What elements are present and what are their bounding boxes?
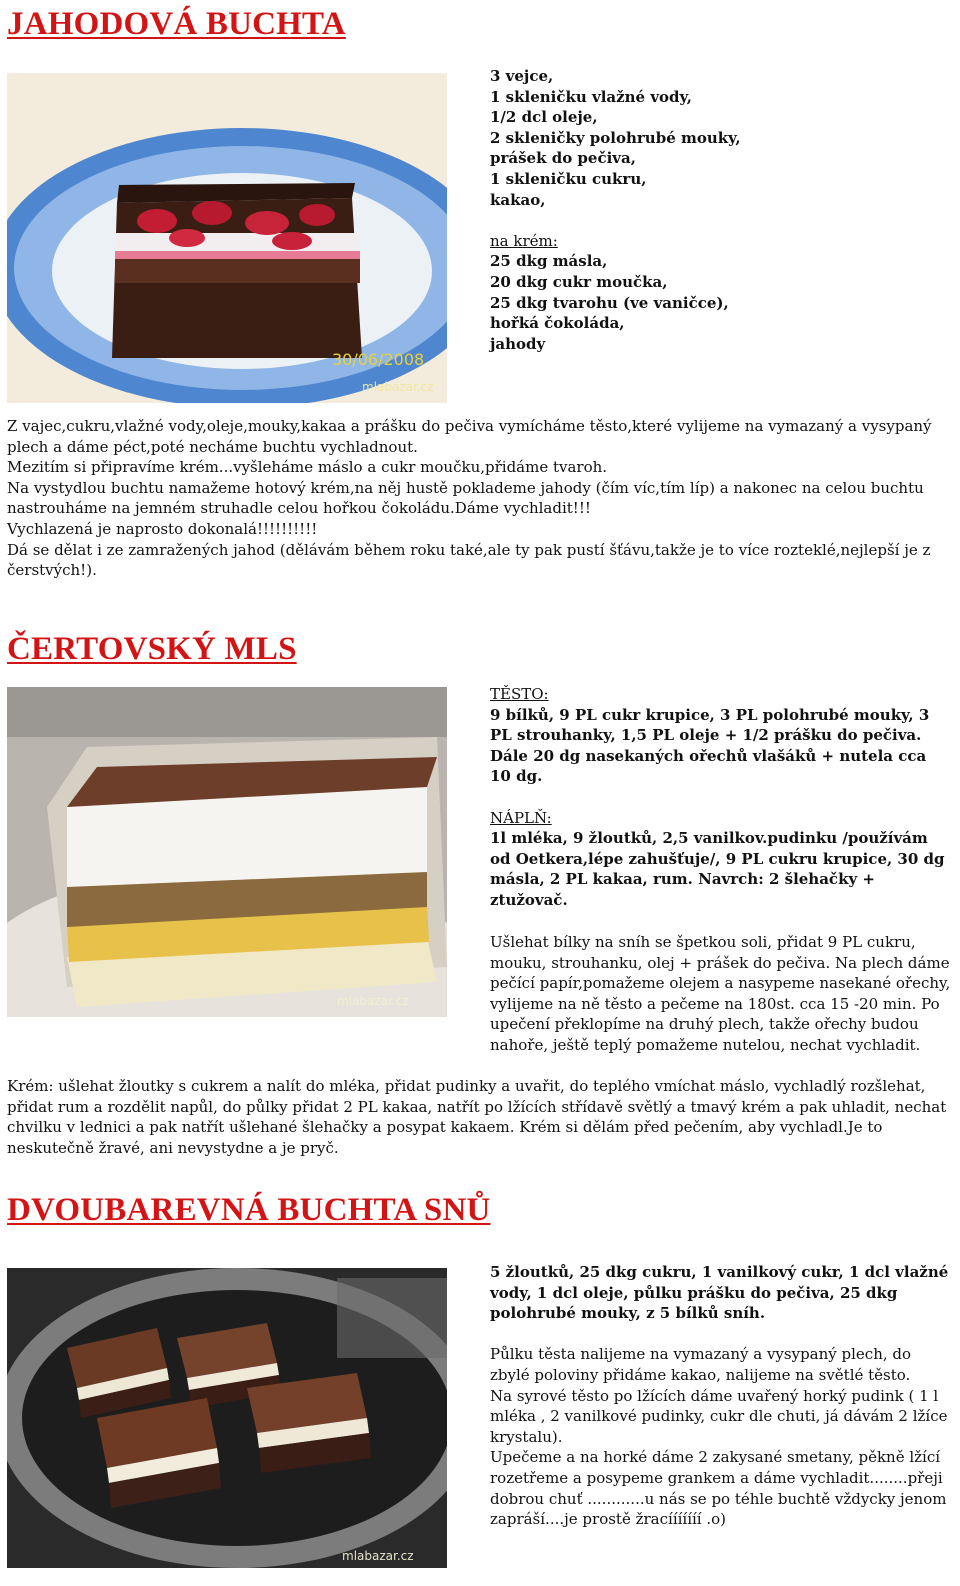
side-method-text: Ušlehat bílky na sníh se špetkou soli, přidat 9 PL cukru, mouku, strouhanku, olej + prášek do pečiva. Na plech dáme pečící papír,pomažeme olejem a nasypeme nasekané ořechy, vylijeme na ně těsto a pečeme na 180st. cca 15 -20 min. Po upečení překlopíme na druhý plech, takže ořechy budou nahoře, ještě teplý pomažeme nutelou, nechat vychladit.	[490, 933, 951, 1054]
ingredient-line: kakao,	[490, 190, 546, 209]
ingredient-line: 3 vejce,	[490, 67, 554, 85]
strawberry-cake-photo	[7, 73, 447, 403]
ingredients-and-method-block	[490, 1262, 952, 1530]
ingredient-line: 1/2 dcl oleje,	[490, 108, 598, 127]
photo-watermark: mlabazar.cz	[342, 1549, 414, 1563]
cream-ingredient-line: 25 dkg másla,	[490, 252, 608, 271]
method-paragraph: Vychlazená je naprosto dokonalá!!!!!!!!!!	[7, 519, 318, 538]
method-paragraph: Půlku těsta nalijeme na vymazaný a vysypaný plech, do zbylé poloviny přidáme kakao, nalijeme na světlé těsto.	[490, 1345, 912, 1384]
ingredient-line: 1 skleničku vlažné vody,	[490, 87, 693, 106]
filling-label: NÁPLŇ:	[490, 808, 552, 827]
photo-watermark: mlabazar.cz	[362, 380, 434, 394]
cream-ingredient-line: 20 dkg cukr moučka,	[490, 272, 668, 291]
method-paragraph: Na vystydlou buchtu namažeme hotový krém,na něj hustě poklademe jahody (čím víc,tím líp) a nakonec na celou buchtu nastrouháme na jemném struhadle celou hořkou čokoládu.Dáme vychladit!!!	[7, 478, 924, 518]
cream-ingredient-line: jahody	[490, 334, 546, 353]
cream-ingredient-line: hořká čokoláda,	[490, 314, 625, 333]
cream-method-text: Krém: ušlehat žloutky s cukrem a nalít do mléka, přidat pudinky a uvařit, do teplého vmíchat máslo, vychladlý rozšlehat, přidat rum a rozdělit napůl, do půlky přidat 2 PL kakaa, natřít po lžících střídavě světlý a tmavý krém a pak uhladit, nechat chvilku v lednici a pak natřít ušlehané šlehačky a posypat kakaem. Krém si dělám před pečením, aby vychladl.Je to neskutečně žravé, ani nevystydne a je pryč.	[7, 1077, 947, 1157]
dough-and-filling-block	[490, 684, 952, 911]
method-paragraph: Na syrové těsto po lžících dáme uvařený horký pudink ( 1 l mléka , 2 vanilkové pudinky, cukr dle chuti, já dávám 2 lžíce krystalu).	[490, 1386, 948, 1446]
method-paragraph: Z vajec,cukru,vlažné vody,oleje,mouky,kakaa a prášku do pečiva vymícháme těsto,které vylijeme na vymazaný a vysypaný plech a dáme péct,poté necháme buchtu vychladnout.	[7, 417, 932, 456]
recipe-title-certovsky-mls: ČERTOVSKÝ MLS	[7, 631, 297, 667]
photo-date-stamp: 30/06/2008	[332, 350, 425, 369]
filling-text: 1l mléka, 9 žloutků, 2,5 vanilkov.pudinku /používám od Oetkera,lépe zahušťuje/, 9 PL cukru krupice, 30 dg másla, 2 PL kakaa, rum. Navrch: 2 šlehačky + ztužovač.	[490, 829, 945, 909]
photo-watermark: mlabazar.cz	[337, 994, 409, 1008]
ingredients-block	[490, 66, 952, 354]
dough-text: 9 bílků, 9 PL cukr krupice, 3 PL polohrubé mouky, 3 PL strouhanky, 1,5 PL oleje + 1/2 prášku do pečiva. Dále 20 dg nasekaných ořechů vlašáků + nutela cca 10 dg.	[490, 705, 930, 786]
certovsky-mls-photo	[7, 687, 447, 1017]
cream-method-block	[7, 1076, 952, 1158]
side-method-block	[490, 932, 952, 1056]
cream-ingredient-line: 25 dkg tvarohu (ve vaničce),	[490, 293, 729, 312]
recipe-title-jahodova-buchta: JAHODOVÁ BUCHTA	[7, 6, 346, 42]
method-paragraph: Dá se dělat i ze zamražených jahod (dělávám během roku také,ale ty pak pustí šťávu,takže je to více rozteklé,nejlepší je z čerstvých!).	[7, 540, 931, 580]
ingredients-text: 5 žloutků, 25 dkg cukru, 1 vanilkový cukr, 1 dcl vlažné vody, 1 dcl oleje, půlku prášku do pečiva, 25 dkg polohrubé mouky, z 5 bílků sníh.	[490, 1263, 949, 1323]
method-paragraph: Mezitím si připravíme krém...vyšleháme máslo a cukr moučku,přidáme tvaroh.	[7, 458, 608, 477]
cream-label: na krém:	[490, 231, 558, 250]
method-paragraph: Upečeme a na horké dáme 2 zakysané smetany, pěkně lžící rozetřeme a posypeme grankem a dáme vychladit........přeji dobrou chuť ............u nás se po téhle buchtě vždycky jenom zapráší....je prostě žracííííííí .o)	[490, 1448, 947, 1529]
ingredient-line: prášek do pečiva,	[490, 149, 636, 168]
ingredient-line: 1 skleničku cukru,	[490, 169, 647, 188]
method-block	[7, 416, 952, 581]
recipe-title-dvoubarevna-buchta: DVOUBAREVNÁ BUCHTA SNŮ	[7, 1192, 491, 1228]
dough-label: TĚSTO:	[490, 685, 549, 703]
ingredient-line: 2 skleničky polohrubé mouky,	[490, 128, 741, 147]
dvoubarevna-buchta-photo	[7, 1268, 447, 1568]
